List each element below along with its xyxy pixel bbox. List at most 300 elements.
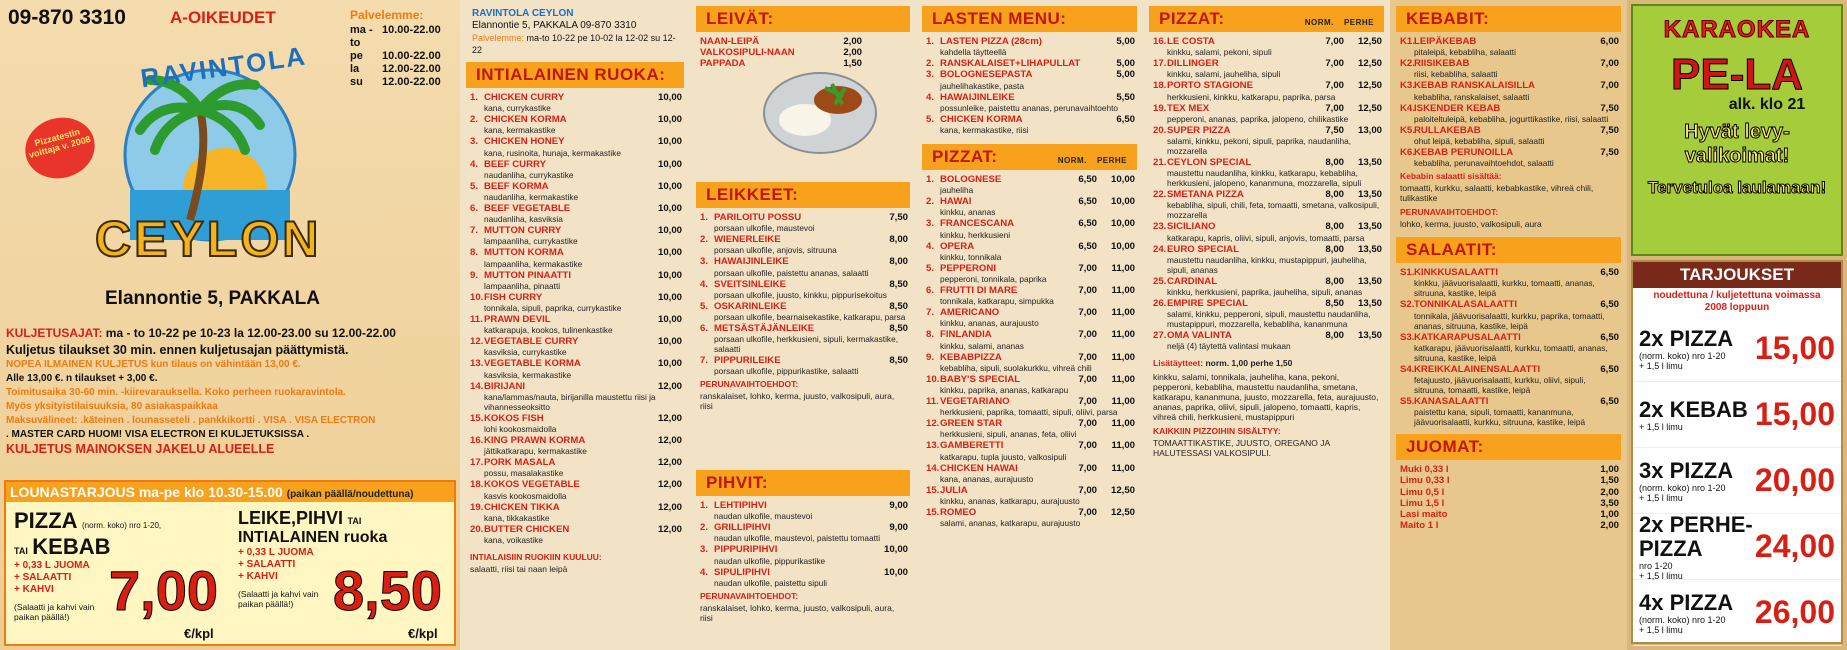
item-description: kana, ananas, aurajuusto (940, 473, 1034, 484)
offer-row (1633, 580, 1841, 646)
item-name: PIPPURIPIHVI (714, 544, 778, 556)
offer-name: 3x PIZZA (1639, 457, 1734, 483)
section-title: JUOMAT: (1406, 437, 1484, 457)
info-line: Kuljetus tilaukset 30 min. ennen kuljetusajan päättymistä. (6, 343, 349, 357)
price-norm: 7,00 (1325, 80, 1344, 92)
menu-item (916, 485, 1143, 496)
item-description: pepperoni, ananas, paprika, jalopeno, chilikastike (1167, 113, 1349, 124)
menu-item (690, 544, 916, 555)
item-description: naudan ulkofile, paistettu sipuli (714, 577, 828, 588)
menu-item (1143, 298, 1390, 309)
item-description: naudanliha, kermakastike (484, 192, 579, 203)
kebab-items (1390, 36, 1627, 169)
toppings-list: kinkku, salami, tonnikala, jauheliha, kana, pekoni, pepperoni, kebabliha, maustettu naudanliha, smetana, katkarapu, kananmuna, juusto, mozzarella, feta, aurajuusto, ananas, paprika, oliivi, sipuli, jalopeno, tomaatti, kapris, vihreä chili, herkkusieni, mustapippuri (1153, 372, 1379, 423)
item-name: MUTTON KORMA (484, 247, 564, 259)
item-number: 22. (1153, 189, 1167, 201)
item-price: 1,50 (843, 58, 862, 70)
item-price: 12,00 (657, 435, 682, 447)
item-description: paloiteltuleipä, kebabliha, jogurttikastike, riisi, salaatti (1414, 113, 1609, 124)
item-name: MUTTON CURRY (484, 225, 562, 237)
includes-text: TOMAATTIKASTIKE, JUUSTO, OREGANO JA HALUTESSASI VALKOSIPULI. (1153, 438, 1330, 459)
menu-item (460, 181, 690, 192)
item-description: porsaan ulkofile, maustevoi (714, 223, 815, 234)
item-number: 8. (470, 247, 479, 259)
price-norm: 8,00 (1325, 157, 1344, 169)
menu-item (1143, 221, 1390, 232)
item-name: ROMEO (940, 507, 977, 519)
item-name: VEGETARIANO (940, 396, 1010, 408)
menu-item (1390, 299, 1627, 310)
menu-item (916, 196, 1143, 207)
item-price: 3,50 (1600, 497, 1619, 509)
item-name: BEEF VEGETABLE (484, 203, 571, 215)
item-name: CARDINAL (1167, 275, 1218, 287)
col-norm: NORM. (1304, 18, 1334, 27)
menu-item (916, 463, 1143, 474)
menu-item (460, 114, 690, 125)
price-perhe: 13,50 (1357, 243, 1382, 255)
price-perhe: 11,00 (1111, 262, 1135, 274)
kebab-note: tomaatti, kurkku, salaatti, kebabkastike, vihreä chili, tulikastike (1400, 183, 1594, 204)
menu-item (916, 174, 1143, 185)
item-name: KEBAB RANSKALAISILLA (1414, 80, 1535, 92)
offer-name: 4x PIZZA (1639, 589, 1734, 615)
offers-box (1631, 260, 1843, 644)
section-header-breads (696, 6, 910, 32)
item-name: KINKKUSALAATTI (1414, 267, 1499, 279)
item-description: maustettu naudanliha, kinkku, mustapippuri, jauheliha, sipuli, ananas (1167, 254, 1367, 275)
price-norm: 8,00 (1325, 221, 1344, 233)
item-number: 8. (926, 329, 935, 341)
item-price: 10,00 (657, 136, 682, 148)
item-number: 4. (926, 240, 935, 252)
hours-row (350, 63, 455, 76)
item-description: kinkku, paprika, ananas, katkarapu (940, 385, 1069, 396)
menu-item (460, 292, 690, 303)
price-perhe: 13,50 (1357, 275, 1382, 287)
item-description: kinkku, herkkusieni (940, 229, 1011, 240)
delivery-label: KULJETUSAJAT: (6, 326, 103, 340)
steak-note: ranskalaiset, lohko, kerma, juusto, valkosipuli, aura, riisi (700, 602, 895, 623)
menu-item (1143, 276, 1390, 287)
offer1-unit: €/kpl (184, 626, 214, 641)
menu-item (916, 114, 1143, 125)
item-description: kasvis kookosmaidolla (484, 490, 567, 501)
item-name: FRUTTI DI MARE (940, 285, 1018, 297)
offer-price: 20,00 (1754, 462, 1835, 498)
item-description: kana, voikastike (484, 535, 544, 546)
item-description: maustettu naudanliha, kinkku, katkarapu, kebabliha, herkkusieni, jalopeno, kananmuna, mozzarella, sipuli (1167, 168, 1362, 189)
item-price: 6,00 (1600, 36, 1619, 47)
price-norm: 6,50 (1078, 196, 1097, 208)
menu-item (460, 314, 690, 325)
section-title: PIZZAT: (1159, 9, 1225, 28)
offer2-foot: (Salaatti ja kahvi vain paikan päällä!) (238, 589, 319, 609)
hours-time: 12.00-22.00 (382, 63, 441, 75)
item-price: 10,00 (657, 203, 682, 215)
item-name: MUTTON PINAATTI (484, 269, 572, 281)
price-norm: 7,00 (1078, 351, 1097, 363)
item-name: KOKOS FISH (484, 412, 544, 424)
brand-top: RAVINTOLA (138, 40, 309, 94)
offer-extra: + 1,5 l limu (1639, 360, 1683, 371)
item-price: 10,00 (657, 225, 682, 237)
item-description: porsaan ulkofile, juusto, kinkku, pippurisekoitus (714, 289, 887, 300)
menu-item (916, 263, 1143, 274)
item-name: HAWAI (940, 196, 972, 208)
item-description: kinkku, salami, ananas (940, 340, 1024, 351)
hours-row (350, 76, 455, 89)
item-description: lampaanliha, kermakastike (484, 258, 583, 269)
item-number: 4. (700, 566, 709, 578)
item-description: kana, kermakastike, riisi (940, 125, 1029, 136)
offer-row (1633, 382, 1841, 448)
item-number: 15. (470, 412, 484, 424)
item-price: 5,00 (1116, 36, 1135, 47)
section-header-cuts (696, 182, 910, 208)
price-perhe: 13,50 (1357, 298, 1382, 310)
item-name: BABY'S SPECIAL (940, 373, 1021, 385)
offer-row (1633, 511, 1841, 581)
menu-item (916, 440, 1143, 451)
item-number: 1. (470, 92, 479, 103)
section-title: PIZZAT: (932, 147, 998, 167)
item-price: 8,50 (889, 278, 908, 290)
menu-item (460, 413, 690, 424)
item-description: kinkku, tonnikala (940, 251, 1002, 262)
item-name: VEGETABLE CURRY (484, 336, 579, 348)
price-norm: 7,00 (1078, 262, 1097, 274)
item-number: 6. (470, 203, 479, 215)
price-norm: 6,50 (1078, 240, 1097, 252)
offer1-tai: TAI (14, 546, 28, 556)
menu-item (460, 358, 690, 369)
p2-brand: RAVINTOLA CEYLON (472, 8, 574, 19)
hours-time: 12.00-22.00 (382, 76, 441, 88)
price-norm: 7,00 (1078, 396, 1097, 408)
hours-row (350, 24, 455, 50)
item-number: 27. (1153, 330, 1167, 342)
item-price: 6,50 (1600, 363, 1619, 375)
price-norm: 7,00 (1078, 484, 1097, 496)
item-price: 10,00 (657, 291, 682, 303)
karaoke-slogan1: Hyvät levy-valikoimat! (1684, 121, 1790, 167)
price-perhe: 12,50 (1110, 507, 1135, 519)
item-number: S3. (1400, 331, 1415, 343)
item-number: 1. (926, 36, 935, 47)
menu-item (460, 136, 690, 147)
item-name: KEBABPIZZA (940, 351, 1002, 363)
pizza-items-2 (1143, 36, 1390, 352)
item-name: RANSKALAISET+LIHAPULLAT (940, 58, 1081, 70)
item-price: 10,00 (657, 358, 682, 370)
price-norm: 6,50 (1078, 218, 1097, 230)
offer-note: (norm. koko) nro 1-20 (1639, 614, 1726, 625)
item-description: kinkku, ananas, aurajuusto (940, 318, 1039, 329)
item-price: 12,00 (657, 523, 682, 535)
indian-items (460, 92, 690, 546)
item-description: neljä (4) täytettä valintasi mukaan (1167, 341, 1291, 352)
item-number: 11. (470, 314, 483, 326)
menu-item (690, 355, 916, 366)
hours-time: 10.00-22.00 (382, 24, 441, 36)
item-description: naudanliha, kasviksia (484, 214, 563, 225)
item-name: DILLINGER (1167, 58, 1219, 70)
item-name: PRAWN DEVIL (484, 314, 551, 326)
price-perhe: 13,50 (1357, 157, 1382, 169)
item-price: 2,00 (1600, 520, 1619, 532)
item-description: tonnikala, jäävuorisalaatti, kurkku, paprika, tomaatti, ananas, sitruuna, kastike, leipä (1414, 310, 1605, 331)
panel-kebab-salad-drinks (1390, 0, 1627, 650)
item-price: 10,00 (657, 180, 682, 192)
item-number: 10. (926, 373, 940, 385)
item-number: 5. (700, 300, 709, 312)
menu-item (1143, 330, 1390, 341)
item-price: 6,50 (1600, 299, 1619, 311)
item-name: PORK MASALA (484, 457, 556, 469)
item-number: 21. (1153, 157, 1167, 169)
item-price: 6,50 (1600, 267, 1619, 279)
menu-item (916, 36, 1143, 47)
item-price: 12,00 (657, 412, 682, 424)
menu-item (916, 418, 1143, 429)
item-description: porsaan ulkofile, paistettu ananas, salaatti (714, 267, 869, 278)
section-header-drinks (1396, 434, 1621, 460)
offer-left (1639, 591, 1755, 635)
item-number: K6. (1400, 147, 1415, 159)
item-number: 18. (1153, 80, 1167, 92)
item-description: kinkku, jäävuorisalaatti, kurkku, tomaatti, ananas, sitruuna, kastike, leipä (1414, 278, 1595, 299)
menu-item (916, 218, 1143, 229)
kids-items (916, 36, 1143, 136)
item-description: kinkku, herkkusieni, paprika, jauheliha, sipuli, ananas (1167, 287, 1363, 298)
item-description: katkarapu, kapris, oliivi, sipuli, anjovis, tomaatti, parsa (1167, 232, 1365, 243)
item-description: kahdella täytteellä (940, 47, 1007, 58)
item-description: katkarapu, jäävuorisalaatti, kurkku, tomaatti, ananas, sitruuna, kastike, leipä (1414, 342, 1608, 363)
karaoke-slogan2: Tervetuloa laulamaan! (1647, 178, 1827, 197)
item-number: 12. (926, 418, 940, 430)
karaoke-box (1631, 4, 1843, 256)
item-price: 10,00 (883, 544, 908, 556)
price-norm: 7,00 (1078, 307, 1097, 319)
item-number: 7. (700, 355, 709, 367)
price-perhe: 11,00 (1111, 351, 1135, 363)
item-description: kana/lammas/nauta, birijanilla maustettu riisi ja vihannesseoksitto (484, 391, 656, 412)
item-description: herkkusieni, sipuli, ananas, feta, oliivi (940, 429, 1077, 440)
pizza-items (916, 174, 1143, 529)
item-number: 1. (700, 500, 709, 511)
item-price: 8,50 (889, 300, 908, 312)
price-norm: 8,00 (1325, 189, 1344, 201)
item-name: Limu 0,33 l (1400, 475, 1450, 487)
item-number: 6. (926, 285, 935, 297)
item-name: CHICKEN KORMA (940, 113, 1023, 125)
menu-item (690, 256, 916, 267)
price-norm: 7,00 (1078, 329, 1097, 341)
item-description: porsaan ulkofile, pippurikastike, salaatti (714, 366, 859, 377)
item-number: 14. (926, 462, 940, 474)
price-norm: 7,00 (1078, 373, 1097, 385)
kebab-potato: lohko, kerma, juusto, valkosipuli, aura (1400, 219, 1542, 230)
item-number: 18. (470, 479, 484, 491)
item-price: 2,00 (843, 47, 862, 59)
item-description: salami, kinkku, pepperoni, sipuli, maustettu naudanliha, mustapippuri, mozzarella, kebabliha, kananmuna (1167, 309, 1371, 330)
item-description: kana, tikkakastike (484, 512, 550, 523)
price-perhe: 13,50 (1357, 189, 1382, 201)
price-norm: 8,50 (1325, 298, 1344, 310)
menu-item (690, 47, 870, 58)
price-norm: 8,00 (1325, 330, 1344, 342)
item-number: 20. (1153, 124, 1167, 136)
section-title: SALAATIT: (1406, 240, 1498, 260)
price-perhe: 10,00 (1110, 196, 1135, 208)
hours-day: ma - to (350, 24, 373, 49)
menu-item (916, 58, 1143, 69)
item-name: LE COSTA (1167, 36, 1215, 47)
item-price: 5,50 (1116, 91, 1135, 103)
item-name: OMA VALINTA (1167, 330, 1232, 342)
item-price: 8,00 (889, 234, 908, 246)
item-price: 10,00 (657, 158, 682, 170)
item-price: 7,50 (889, 212, 908, 223)
item-number: 4. (926, 91, 935, 103)
kebab-potato-title: PERUNAVAIHTOEHDOT: (1400, 207, 1499, 218)
panel-front-cover (0, 0, 460, 650)
item-description: kana, kermakastike (484, 125, 556, 136)
item-number: 17. (470, 457, 484, 469)
item-number: 15. (926, 484, 940, 496)
menu-item (1143, 36, 1390, 47)
item-name: Maito 1 l (1400, 520, 1439, 532)
item-price: 12,00 (657, 380, 682, 392)
price-perhe: 12,50 (1357, 102, 1382, 114)
item-number: 2. (470, 114, 479, 126)
item-description: herkkusieni, paprika, tomaatti, sipuli, oliivi, parsa (940, 407, 1118, 418)
item-number: K1. (1400, 36, 1415, 47)
price-perhe: 11,00 (1111, 418, 1135, 430)
steak-note-title: PERUNAVAIHTOEHDOT: (700, 590, 799, 601)
menu-item (916, 92, 1143, 103)
menu-item (460, 247, 690, 258)
item-name: FRANCESCANA (940, 218, 1015, 230)
section-title: LEIKKEET: (706, 185, 799, 204)
item-number: 16. (1153, 36, 1167, 47)
offer-price: 26,00 (1754, 594, 1835, 630)
menu-item (916, 285, 1143, 296)
item-price: 7,00 (1600, 80, 1619, 92)
item-number: 23. (1153, 221, 1167, 233)
item-number: K4. (1400, 102, 1415, 114)
p2-hours: ma-to 10-22 pe 10-02 la 12-02 su 12-22 (472, 33, 676, 55)
menu-item (1390, 475, 1627, 486)
item-name: PARILOITU POSSU (714, 212, 802, 223)
offer-price: 24,00 (1754, 528, 1835, 564)
info-line: Maksuvälineet: .käteinen . lounasseteli . pankkikortti . VISA . VISA ELECTRON (6, 415, 376, 426)
item-name: BEEF KORMA (484, 180, 549, 192)
item-price: 1,00 (1600, 464, 1619, 476)
item-name: Limu 0,5 l (1400, 486, 1445, 498)
menu-item (460, 336, 690, 347)
item-description: jauheliha (940, 185, 974, 196)
license-label: A-OIKEUDET (170, 8, 276, 27)
section-header-kids (922, 6, 1137, 32)
offer-price: 15,00 (1754, 396, 1835, 432)
karaoke-days: PE-LA (1671, 50, 1803, 99)
price-perhe: 11,00 (1111, 329, 1135, 341)
menu-item (690, 234, 916, 245)
item-price: 5,00 (1116, 58, 1135, 70)
menu-item (916, 352, 1143, 363)
cut-note-title: PERUNAVAIHTOEHDOT: (700, 379, 799, 390)
offers-title: TARJOUKSET (1633, 262, 1841, 288)
price-perhe: 11,00 (1111, 285, 1135, 297)
item-name: CHICKEN HONEY (484, 136, 565, 148)
offer-extra: + 1,5 l limu (1639, 624, 1683, 635)
item-number: 11. (926, 396, 939, 408)
item-number: 20. (470, 523, 484, 535)
item-number: S5. (1400, 396, 1415, 408)
section-title: LASTEN MENU: (932, 9, 1067, 28)
item-number: 1. (700, 212, 709, 223)
drink-items (1390, 464, 1627, 531)
item-description: kinkku, salami, jauheliha, sipuli (1167, 69, 1281, 80)
indian-foot: salaatti, riisi tai naan leipä (470, 564, 568, 575)
price-perhe: 13,50 (1357, 221, 1382, 233)
menu-item (1143, 58, 1390, 69)
item-price: 12,00 (657, 457, 682, 469)
item-price: 7,50 (1600, 102, 1619, 114)
item-number: 13. (926, 440, 940, 452)
item-name: WIENERLEIKE (714, 234, 781, 246)
price-norm: 8,00 (1325, 275, 1344, 287)
item-price: 8,00 (889, 256, 908, 268)
menu-item (1390, 267, 1627, 278)
item-price: 10,00 (657, 114, 682, 126)
menu-item (460, 479, 690, 490)
offer-left (1639, 459, 1755, 503)
item-description: porsaan ulkofile, herkkusieni, sipuli, kermakastike, salaatti (714, 334, 898, 355)
section-header-indian (466, 62, 684, 88)
price-norm: 7,00 (1325, 36, 1344, 47)
offer-left (1639, 513, 1755, 581)
item-name: OSKARINLEIKE (714, 300, 787, 312)
item-name: PEPPERONI (940, 262, 996, 274)
item-name: TEX MEX (1167, 102, 1210, 114)
menu-item (460, 225, 690, 236)
offer1-price: 7,00 (109, 559, 218, 622)
item-name: BIRIJANI (484, 380, 526, 392)
menu-item (460, 203, 690, 214)
item-name: Muki 0,33 l (1400, 464, 1449, 476)
panel-breads-cuts-steaks (690, 0, 916, 650)
p2-hours-label: Palvelemme: (472, 33, 525, 43)
p2-address: Elannontie 5, PAKKALA 09-870 3310 (472, 20, 637, 31)
item-number: 1. (926, 174, 935, 186)
menu-item (1143, 157, 1390, 168)
item-number: 12. (470, 336, 484, 348)
item-name: CHICKEN KORMA (484, 114, 567, 126)
offer2-extra: + 0,33 L JUOMA (238, 547, 314, 558)
menu-item (690, 36, 870, 47)
opening-hours (350, 24, 455, 89)
price-perhe: 11,00 (1111, 440, 1135, 452)
menu-item (916, 69, 1143, 80)
item-name: KATKARAPUSALAATTI (1414, 331, 1521, 343)
item-name: RIISIKEBAB (1414, 58, 1470, 70)
menu-item (690, 522, 916, 533)
item-name: SUPER PIZZA (1167, 124, 1231, 136)
section-title: PIHVIT: (706, 473, 769, 492)
